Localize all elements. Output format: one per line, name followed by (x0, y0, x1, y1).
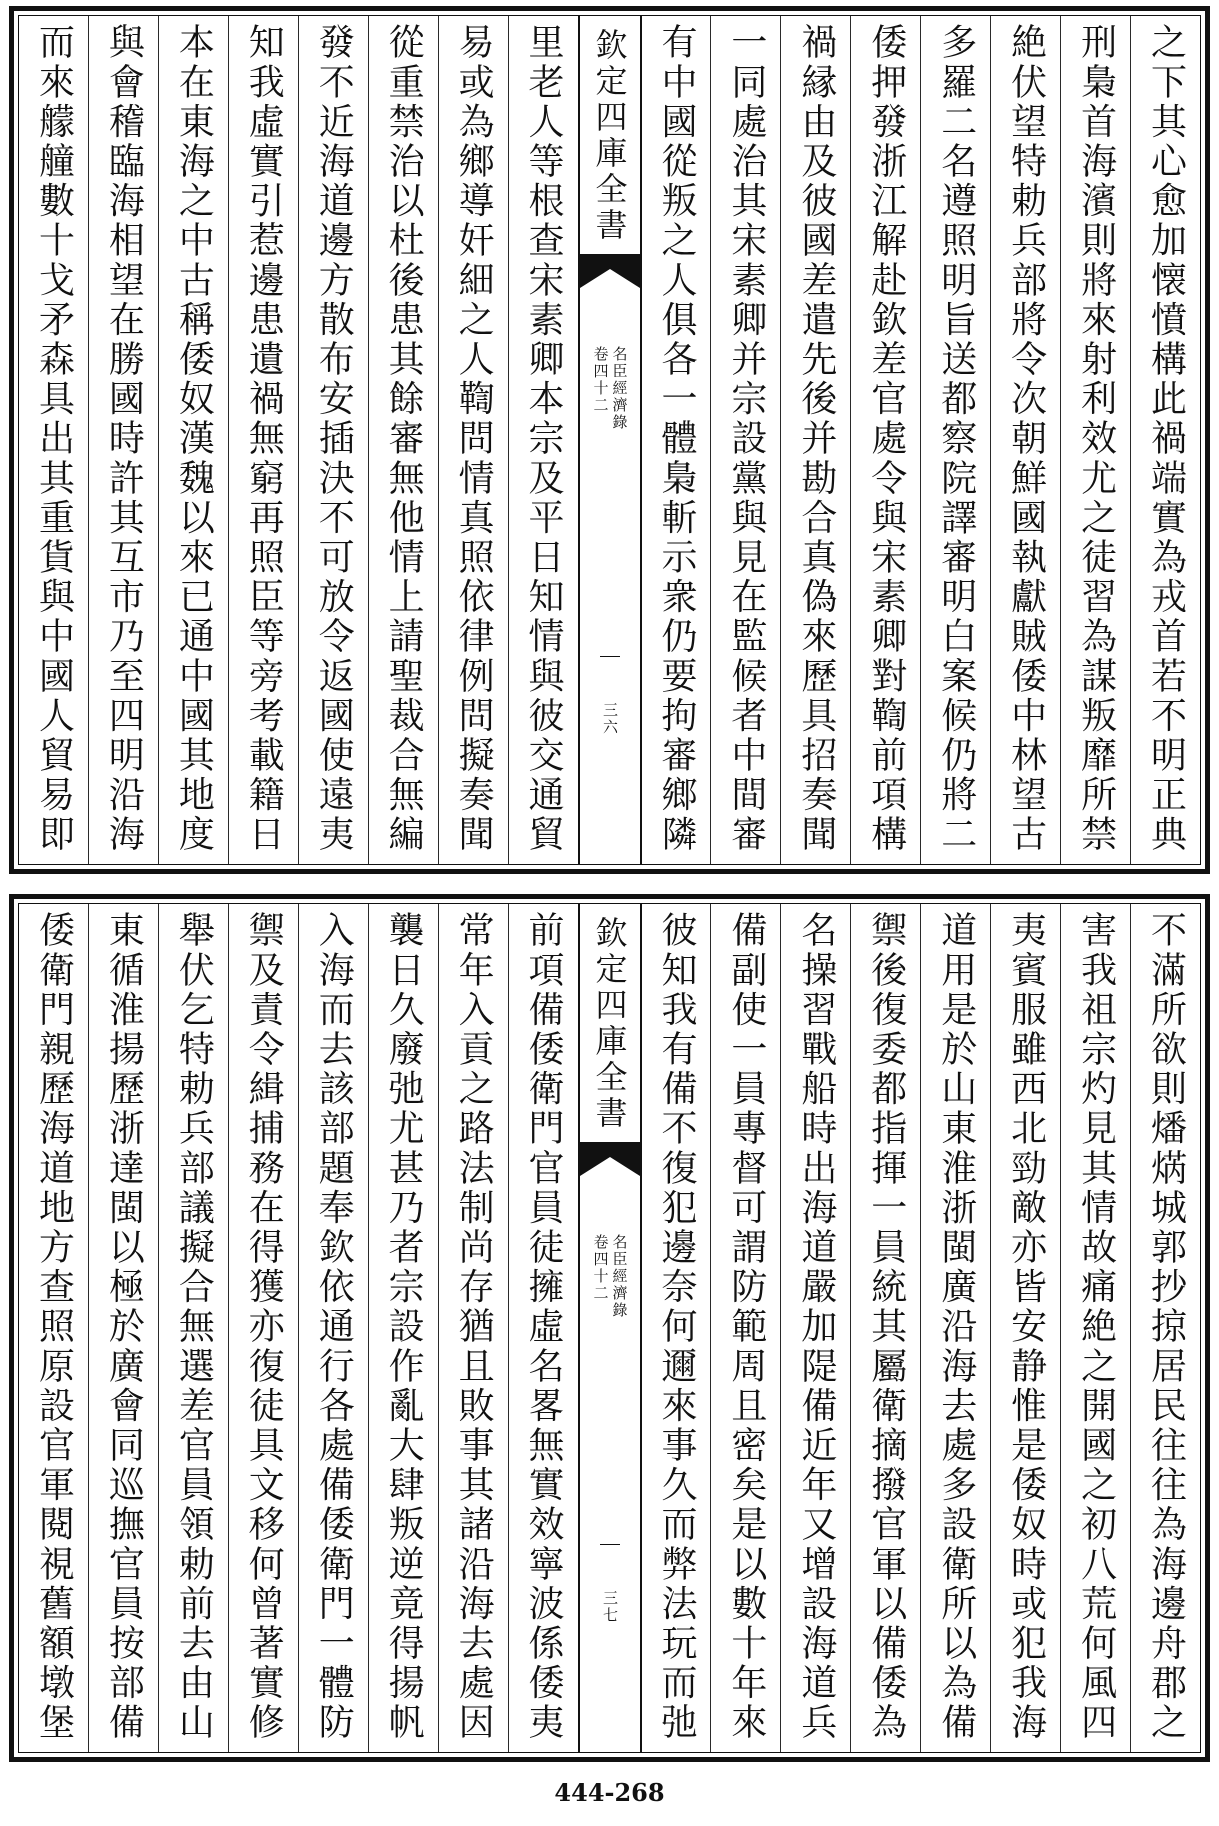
leaf-number: 三七 (601, 1590, 619, 1624)
column-text: 易或為鄉導奸細之人鞫問情真照依律例問擬奏聞 (453, 23, 495, 855)
column-text: 倭押發浙江解赴欽差官處令與宋素卿對鞫前項構 (865, 23, 907, 855)
text-column (1060, 16, 1130, 864)
collection-title: 欽定四庫全書 (590, 28, 629, 244)
fish-tail-icon (580, 254, 640, 288)
column-text: 東循淮揚歷浙達閩以極於廣會同巡撫官員按部備 (103, 911, 145, 1743)
text-column (438, 16, 508, 864)
text-column (990, 16, 1060, 864)
banxin-tick-mark (600, 1544, 620, 1545)
column-text: 禍縁由及彼國差遣先後并勘合真偽來歷具招奏聞 (795, 23, 837, 855)
text-column (508, 904, 578, 1752)
lower-leaf-panel (9, 894, 1210, 1762)
column-text: 刑梟首海濱則將來射利效尤之徒習為謀叛靡所禁 (1075, 23, 1117, 855)
column-text: 有中國從叛之人俱各一體梟斬示衆仍要拘審鄉隣 (655, 23, 697, 855)
text-column (368, 904, 438, 1752)
volume-label: 卷四十二 (591, 346, 610, 414)
text-column (990, 904, 1060, 1752)
book-info-block (580, 1234, 640, 1319)
column-text: 備副使一員專督可謂防範周且密矣是以數十年來 (725, 911, 767, 1743)
column-text: 夷賓服雖西北勁敵亦皆安静惟是倭奴時或犯我海 (1005, 911, 1047, 1743)
column-text: 禦及責令緝捕務在得獲亦復徒具文移何曾著實修 (243, 911, 285, 1743)
collection-title-block (580, 28, 640, 244)
column-text: 里老人等根查宋素卿本宗及平日知情與彼交通貿 (523, 23, 565, 855)
column-text: 之下其心愈加懐憤構此禍端實為戎首若不明正典 (1145, 23, 1187, 855)
upper-leaf-text-frame (18, 15, 1201, 865)
column-text: 倭衛門親歷海道地方查照原設官軍閱視舊額墩堡 (33, 911, 75, 1743)
text-column (710, 16, 780, 864)
column-text: 常年入貢之路法制尚存猶且敗事其諸沿海去處因 (453, 911, 495, 1743)
column-text: 本在東海之中古稱倭奴漢魏以來已通中國其地度 (173, 23, 215, 855)
text-column (368, 16, 438, 864)
text-column (642, 16, 711, 864)
banxin-tick-mark (600, 656, 620, 657)
column-text: 禦後復委都指揮一員統其屬衛摘撥官軍以備倭為 (865, 911, 907, 1743)
column-text: 不滿所欲則燔焫城郭抄掠居民往往為海邊舟郡之 (1145, 911, 1187, 1743)
volume-label: 卷四十二 (591, 1234, 610, 1302)
book-title: 名臣經濟錄 (610, 1234, 629, 1319)
center-fold-column (578, 904, 642, 1752)
collection-title: 欽定四庫全書 (590, 916, 629, 1132)
text-column (1060, 904, 1130, 1752)
text-column (508, 16, 578, 864)
column-text: 彼知我有備不復犯邊奈何邇來事久而弊法玩而弛 (655, 911, 697, 1743)
text-column (298, 904, 368, 1752)
text-column (920, 16, 990, 864)
leaf-number-block (580, 702, 640, 736)
leaf-number-block (580, 1590, 640, 1624)
column-text: 與會稽臨海相望在勝國時許其互市乃至四明沿海 (103, 23, 145, 855)
text-column (88, 16, 158, 864)
book-info-block (580, 346, 640, 431)
text-column (850, 904, 920, 1752)
text-column (710, 904, 780, 1752)
column-text: 一同處治其宋素卿并宗設黨與見在監候者中間審 (725, 23, 767, 855)
book-title: 名臣經濟錄 (610, 346, 629, 431)
column-text: 知我虛實引惹邊患遺禍無窮再照臣等旁考載籍日 (243, 23, 285, 855)
text-column (920, 904, 990, 1752)
fish-tail-icon (580, 1142, 640, 1176)
text-column (19, 16, 88, 864)
text-column (642, 904, 711, 1752)
upper-leaf-panel (9, 6, 1210, 874)
column-text: 前項備倭衛門官員徒擁虛名畧無實效寧波係倭夷 (523, 911, 565, 1743)
text-column (228, 16, 298, 864)
column-text: 而來艨艟數十戈矛森具出其重貨與中國人貿易即 (33, 23, 75, 855)
text-column (158, 904, 228, 1752)
column-text: 名操習戰船時出海道嚴加隄備近年又增設海道兵 (795, 911, 837, 1743)
column-text: 襲日久廢弛尤甚乃者宗設作亂大肆叛逆竟得揚帆 (383, 911, 425, 1743)
text-column (158, 16, 228, 864)
column-text: 發不近海道邊方散布安插決不可放令返國使遠夷 (313, 23, 355, 855)
text-column (780, 904, 850, 1752)
center-fold-column (578, 16, 642, 864)
column-text: 入海而去該部題奉欽依通行各處備倭衛門一體防 (313, 911, 355, 1743)
text-column (298, 16, 368, 864)
text-column (850, 16, 920, 864)
text-column (1130, 904, 1200, 1752)
column-text: 舉伏乞特勅兵部議擬合無選差官員領勅前去由山 (173, 911, 215, 1743)
column-text: 多羅二名遵照明旨送都察院譯審明白案候仍將二 (935, 23, 977, 855)
text-column (88, 904, 158, 1752)
text-column (780, 16, 850, 864)
column-text: 絶伏望特勅兵部將令次朝鮮國執獻賊倭中林望古 (1005, 23, 1047, 855)
text-column (1130, 16, 1200, 864)
column-text: 從重禁治以杜後患其餘審無他情上請聖裁合無編 (383, 23, 425, 855)
text-column (228, 904, 298, 1752)
text-column (438, 904, 508, 1752)
reprint-page-number: 444-268 (554, 1778, 665, 1807)
column-text: 害我祖宗灼見其情故痛絶之開國之初八荒何風四 (1075, 911, 1117, 1743)
leaf-number: 三六 (601, 702, 619, 736)
lower-leaf-text-frame (18, 903, 1201, 1753)
collection-title-block (580, 916, 640, 1132)
text-column (19, 904, 88, 1752)
column-text: 道用是於山東淮浙閩廣沿海去處多設衛所以為備 (935, 911, 977, 1743)
